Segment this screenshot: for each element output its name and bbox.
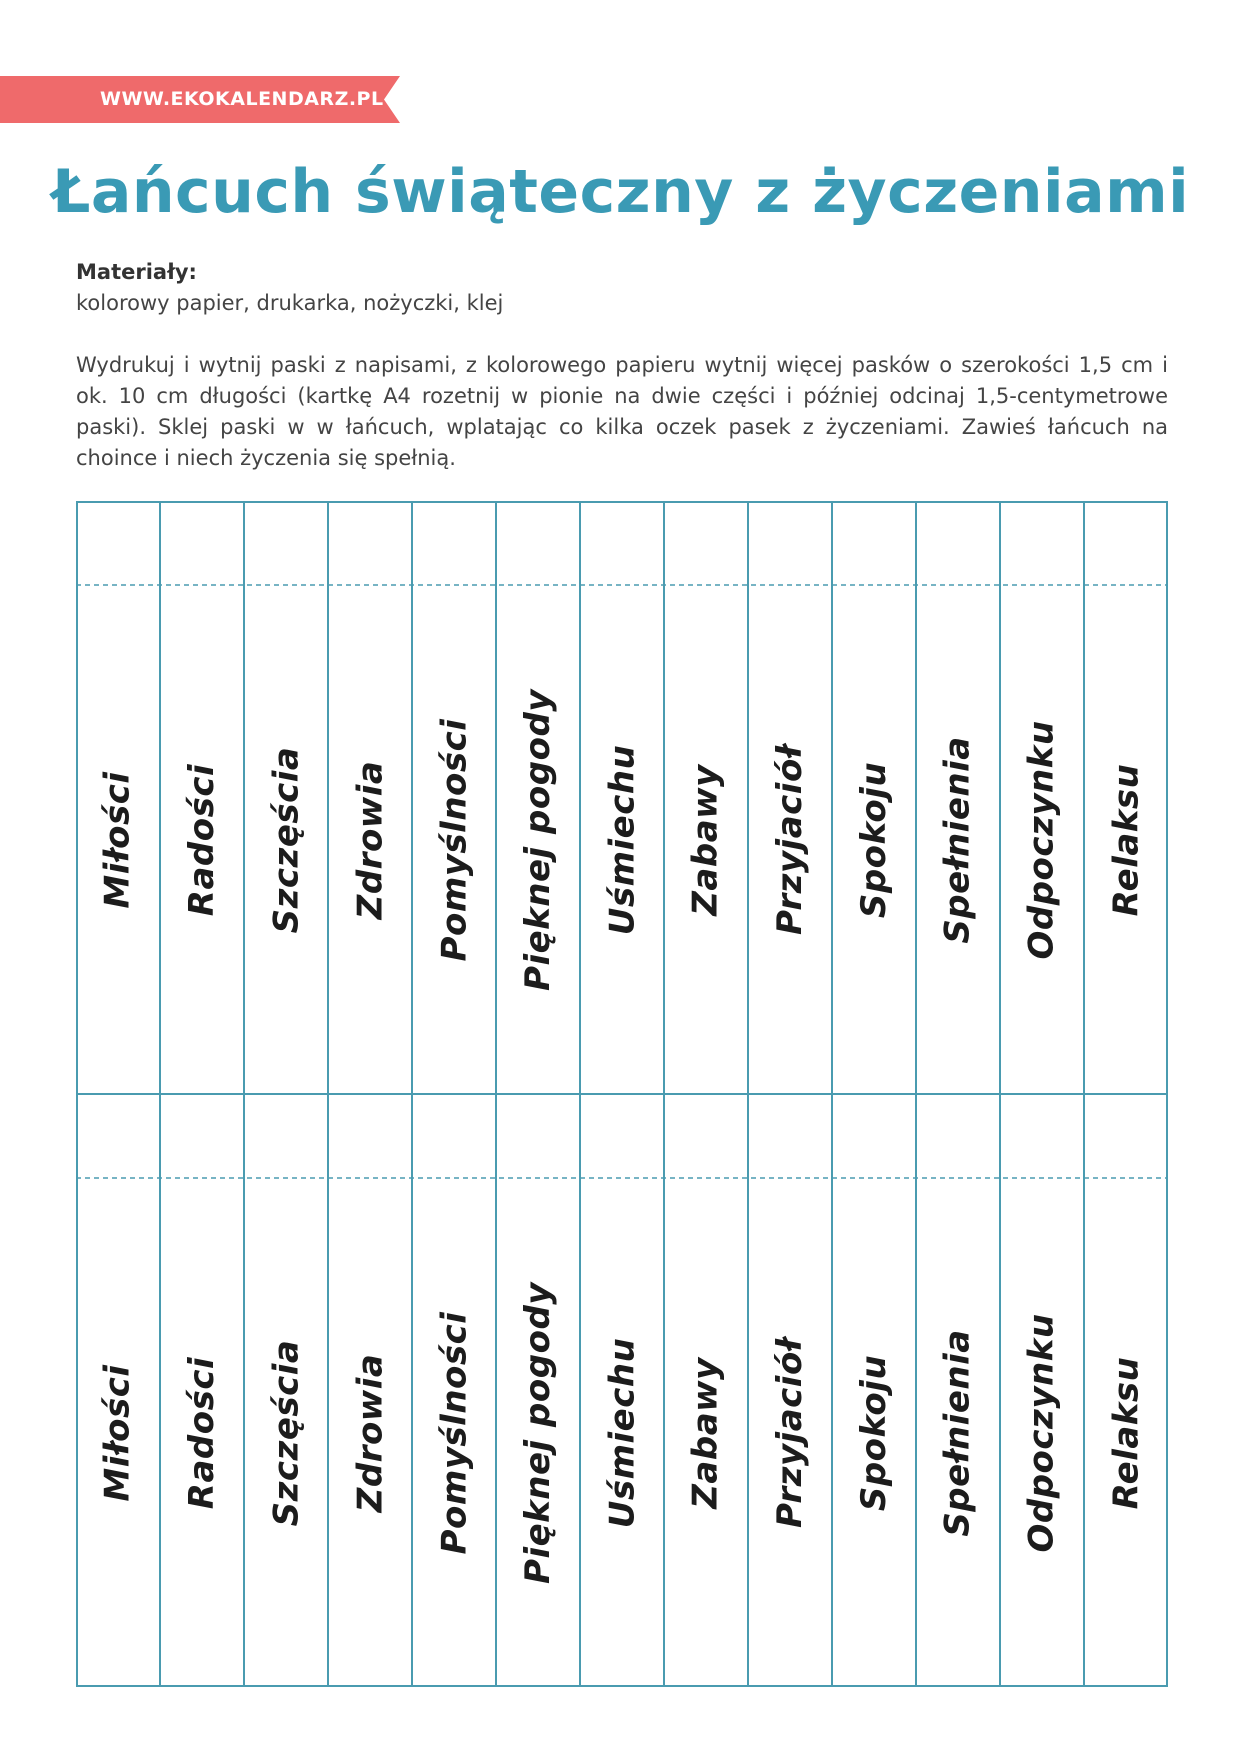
strip-label: Odpoczynku	[1022, 719, 1063, 960]
strip-label: Miłości	[98, 770, 138, 909]
strip-cell	[748, 1178, 832, 1687]
strip-label: Relaksu	[1106, 763, 1147, 916]
strip-label: Zabawy	[686, 1356, 727, 1509]
strip-cell	[160, 585, 244, 1094]
strip-cell	[496, 1178, 580, 1687]
strip-cell	[916, 585, 1000, 1094]
strip-cell	[916, 1178, 1000, 1687]
strip-label: Pomyślności	[434, 1311, 474, 1554]
strip-label: Spokoju	[854, 1354, 894, 1511]
strip-cell	[1084, 1178, 1168, 1687]
strip-label: Uśmiechu	[602, 1337, 642, 1528]
strip-label: Przyjaciół	[770, 744, 811, 935]
strip-label: Uśmiechu	[602, 744, 642, 935]
strip-label: Radości	[182, 763, 222, 916]
strip-cell	[1084, 585, 1168, 1094]
materials-label: Materiały:	[76, 260, 197, 284]
strip-label: Zabawy	[686, 763, 727, 916]
strip-label: Szczęścia	[266, 746, 306, 933]
strip-label: Pięknej pogody	[518, 688, 558, 991]
strip-label: Spokoju	[854, 761, 894, 918]
strip-cell	[244, 585, 328, 1094]
strip-label: Spełnienia	[938, 1328, 979, 1537]
strip-label: Zdrowia	[350, 760, 390, 919]
strip-cell	[412, 1178, 496, 1687]
strip-label: Spełnienia	[938, 735, 979, 944]
page-title: Łańcuch świąteczny z życzeniami	[51, 157, 1190, 227]
strip-label: Zdrowia	[350, 1353, 390, 1512]
strip-cell	[1000, 585, 1084, 1094]
strip-cell	[328, 585, 412, 1094]
strip-cell	[412, 585, 496, 1094]
strip-cell	[76, 585, 160, 1094]
materials-section	[76, 257, 1176, 319]
instructions-text: Wydrukuj i wytnij paski z napisami, z kolorowego papieru wytnij więcej pasków o szerokości 1,5 cm i ok. 10 cm długości (kartkę A4 rozetnij w pionie na dwie części i później odcinaj 1,5-centymetrowe paski). Sklej paski w w łańcuch, wplatając co kilka oczek pasek z życzeniami. Zawieś łańcuch na choince i niech życzenia się spełnią.	[76, 353, 1168, 470]
strip-label: Radości	[182, 1356, 222, 1509]
strip-cell	[580, 1178, 664, 1687]
strip-label: Miłości	[98, 1363, 138, 1502]
strip-cell	[580, 585, 664, 1094]
strip-cell	[76, 1178, 160, 1687]
strip-cell	[664, 1178, 748, 1687]
strips-grid	[76, 501, 1168, 1687]
strip-cell	[1000, 1178, 1084, 1687]
strip-cell	[496, 585, 580, 1094]
strip-cell	[328, 1178, 412, 1687]
strip-label: Pięknej pogody	[518, 1281, 558, 1584]
strip-label: Odpoczynku	[1022, 1312, 1063, 1553]
strip-cell	[832, 585, 916, 1094]
strip-label: Przyjaciół	[770, 1337, 811, 1528]
materials-list: kolorowy papier, drukarka, nożyczki, klej	[76, 291, 504, 315]
strip-label: Pomyślności	[434, 718, 474, 961]
strip-cell	[160, 1178, 244, 1687]
strip-cell	[832, 1178, 916, 1687]
strip-cell	[748, 585, 832, 1094]
strip-cell	[244, 1178, 328, 1687]
strip-label: Relaksu	[1106, 1356, 1147, 1509]
strip-label: Szczęścia	[266, 1339, 306, 1526]
website-url: WWW.EKOKALENDARZ.PL	[100, 88, 384, 110]
strip-cell	[664, 585, 748, 1094]
strips-container	[76, 501, 1168, 1687]
